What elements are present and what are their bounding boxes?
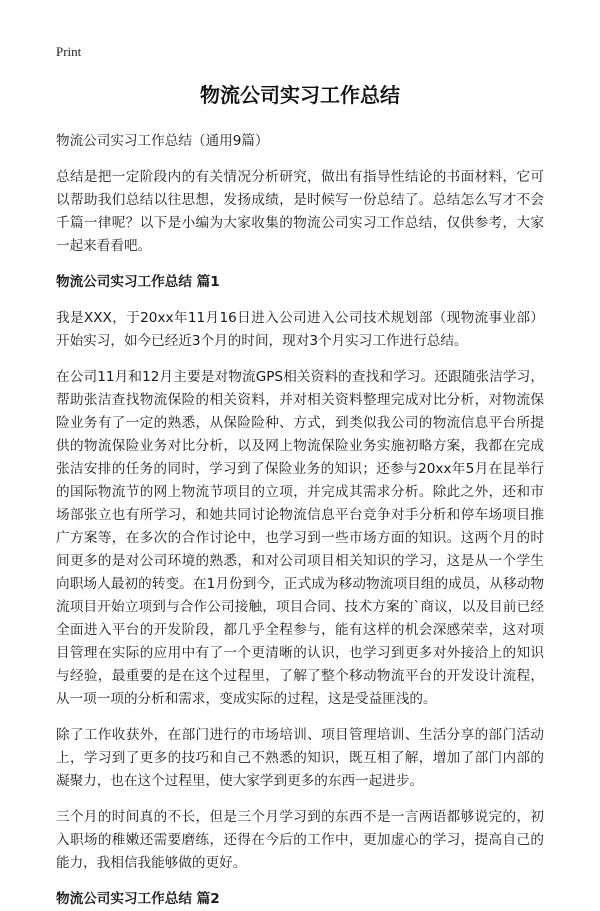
print-link[interactable]: Print (56, 44, 82, 59)
section-1-paragraph-4: 三个月的时间真的不长，但是三个月学习到的东西不是一言两语都够说完的，初入职场的稚嫩还需要磨练，还得在今后的工作中，更加虚心的学习，提高自己的能力，我相信我能够做的更好。 (56, 809, 544, 871)
document-subtitle: 物流公司实习工作总结（通用9篇） (56, 133, 269, 149)
section-1-paragraph-2: 在公司11月和12月主要是对物流GPS相关资料的查找和学习。还跟随张洁学习，帮助张洁查找物流保险的相关资料，并对相关资料整理完成对比分析，对物流保险业务有了一定的熟悉，从保险险种、方式，到类似我公司的物流信息平台所提供的物流保险业务对比分析，以及网上物流保险业务实施初略方案，我都在完成张洁安排的任务的同时，学习到了保险业务的知识；还参与20xx年5月在昆举行的国际物流节的网上物流节项目的立项，并完成其需求分析。除此之外，还和市场部张立也有所学习，和她共同讨论物流信息平台竞争对手分析和停车场项目推广方案等，在多次的合作讨论中，也学习到一些市场方面的知识。这两个月的时间更多的是对公司环境的熟悉，和对公司项目相关知识的学习，这是从一个学生向职场人最初的转变。在1月份到今，正式成为移动物流项目组的成员，从移动物流项目开始立项到与合作公司接触，项目合同、技术方案的`商议，以及目前已经全面进入平台的开发阶段，都几乎全程参与，能有这样的机会深感荣幸，这对项目管理在实际的应用中有了一个更清晰的认识，也学习到更多对外接洽上的知识与经验，最重要的是在这个过程里，了解了整个移动物流平台的开发设计流程，从一项一项的分析和需求，变成实际的过程，这是受益匪浅的。 (56, 369, 544, 707)
section-1-paragraph-1: 我是XXX，于20xx年11月16日进入公司进入公司技术规划部（现物流事业部）开始实习，如今已经近3个月的时间，现对3个月实习工作进行总结。 (56, 310, 544, 349)
section-heading-1: 物流公司实习工作总结 篇1 (56, 274, 220, 290)
page-title: 物流公司实习工作总结 (200, 83, 400, 107)
intro-paragraph: 总结是把一定阶段内的有关情况分析研究，做出有指导性结论的书面材料，它可以帮助我们总结以往思想，发扬成绩，是时候写一份总结了。总结怎么写才不会千篇一律呢？以下是小编为大家收集的物流公司实习工作总结，仅供参考，大家一起来看看吧。 (56, 169, 544, 254)
section-heading-2: 物流公司实习工作总结 篇2 (56, 891, 220, 907)
section-1-paragraph-3: 除了工作收获外，在部门进行的市场培训、项目管理培训、生活分享的部门活动上，学习到了更多的技巧和自己不熟悉的知识，既互相了解，增加了部门内部的凝聚力，也在这个过程里，使大家学到更多的东西一起进步。 (56, 727, 544, 789)
